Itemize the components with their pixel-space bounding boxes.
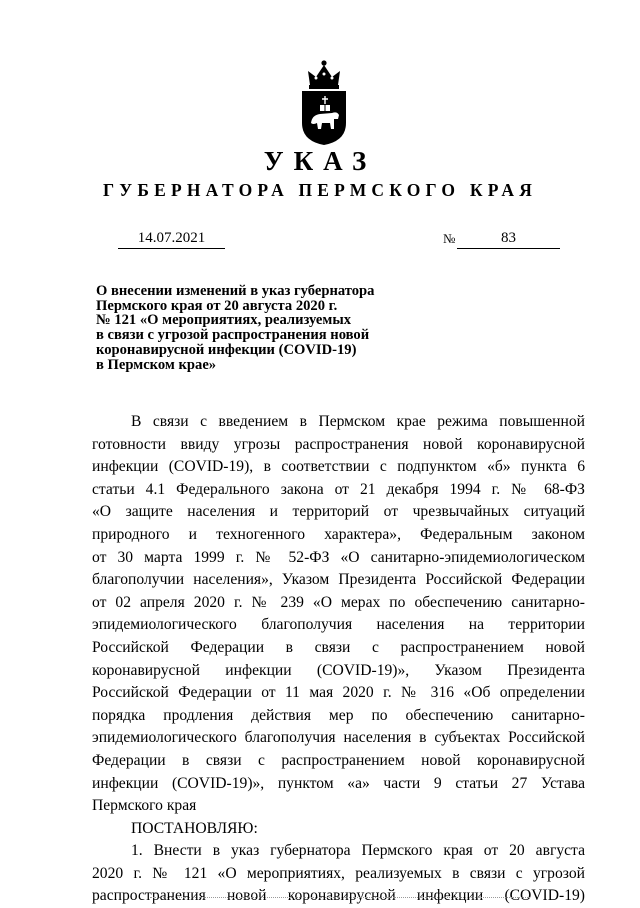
item-line: 1. Внести в указ губернатора Пермского края от 20 августа bbox=[131, 842, 585, 860]
body-line: от 30 марта 1999 г. № 52-ФЗ «О санитарно-эпидемиологическом bbox=[92, 548, 585, 566]
heading-line: коронавирусной инфекции (COVID-19) bbox=[96, 341, 357, 358]
body-line: В связи с введением в Пермском крае режима повышенной bbox=[131, 413, 585, 430]
number-label: № bbox=[443, 231, 456, 246]
body-line: Пермского края bbox=[92, 797, 197, 815]
document-number: 83 bbox=[457, 229, 560, 249]
body-line: инфекции (COVID-19), в соответствии с подпунктом «б» пункта 6 bbox=[92, 458, 585, 476]
body-line: Российской Федерации от 11 мая 2020 г. № 316 «Об определении bbox=[92, 684, 585, 702]
body-line: статьи 4.1 Федерального закона от 21 декабря 1994 г. № 68-ФЗ bbox=[92, 480, 585, 498]
body-line: от 02 апреля 2020 г. № 239 «О мерах по обеспечению санитарно- bbox=[92, 593, 585, 611]
document-heading bbox=[96, 284, 396, 372]
perm-krai-coat-of-arms-icon bbox=[296, 57, 352, 145]
heading-line: в связи с угрозой распространения новой bbox=[96, 327, 370, 344]
item-line: 2020 г. № 121 «О мероприятиях, реализуемых в связи с угрозой bbox=[92, 864, 585, 882]
body-line: Российской Федерации в связи с распространением новой bbox=[92, 638, 585, 656]
body-line: «О защите населения и территорий от чрезвычайных ситуаций bbox=[92, 503, 585, 521]
heading-line: в Пермском крае» bbox=[96, 356, 217, 373]
document-body bbox=[92, 411, 585, 908]
body-line: природного и техногенного характера», Федеральным законом bbox=[92, 525, 585, 543]
heading-line: Пермского края от 20 августа 2020 г. bbox=[96, 297, 338, 314]
body-line: эпидемиологического благополучия населения в субъектах Российской bbox=[92, 729, 585, 747]
document-subtitle: ГУБЕРНАТОРА ПЕРМСКОГО КРАЯ bbox=[102, 180, 538, 200]
heading-line: № 121 «О мероприятиях, реализуемых bbox=[96, 312, 352, 329]
decree-word: ПОСТАНОВЛЯЮ: bbox=[131, 819, 258, 837]
body-line: эпидемиологического благополучия населения на территории bbox=[92, 616, 585, 634]
document-title: УКАЗ bbox=[263, 146, 377, 176]
document-date: 14.07.2021 bbox=[118, 229, 225, 249]
heading-line: О внесении изменений в указ губернатора bbox=[96, 283, 375, 299]
page-bottom-edge bbox=[150, 897, 530, 898]
body-line: коронавирусной инфекции (COVID-19)», Указом Президента bbox=[92, 661, 585, 679]
body-line: инфекции (COVID-19)», пунктом «а» части 9 статьи 27 Устава bbox=[92, 774, 585, 792]
body-line: благополучии населения», Указом Президента Российской Федерации bbox=[92, 571, 585, 589]
body-line: порядка продления действия мер по обеспечению санитарно- bbox=[92, 706, 585, 724]
item-line: распространения новой коронавирусной инфекции (COVID-19) bbox=[92, 887, 585, 905]
body-line: готовности ввиду угрозы распространения новой коронавирусной bbox=[92, 435, 585, 453]
body-line: Федерации в связи с распространением новой коронавирусной bbox=[92, 751, 585, 769]
